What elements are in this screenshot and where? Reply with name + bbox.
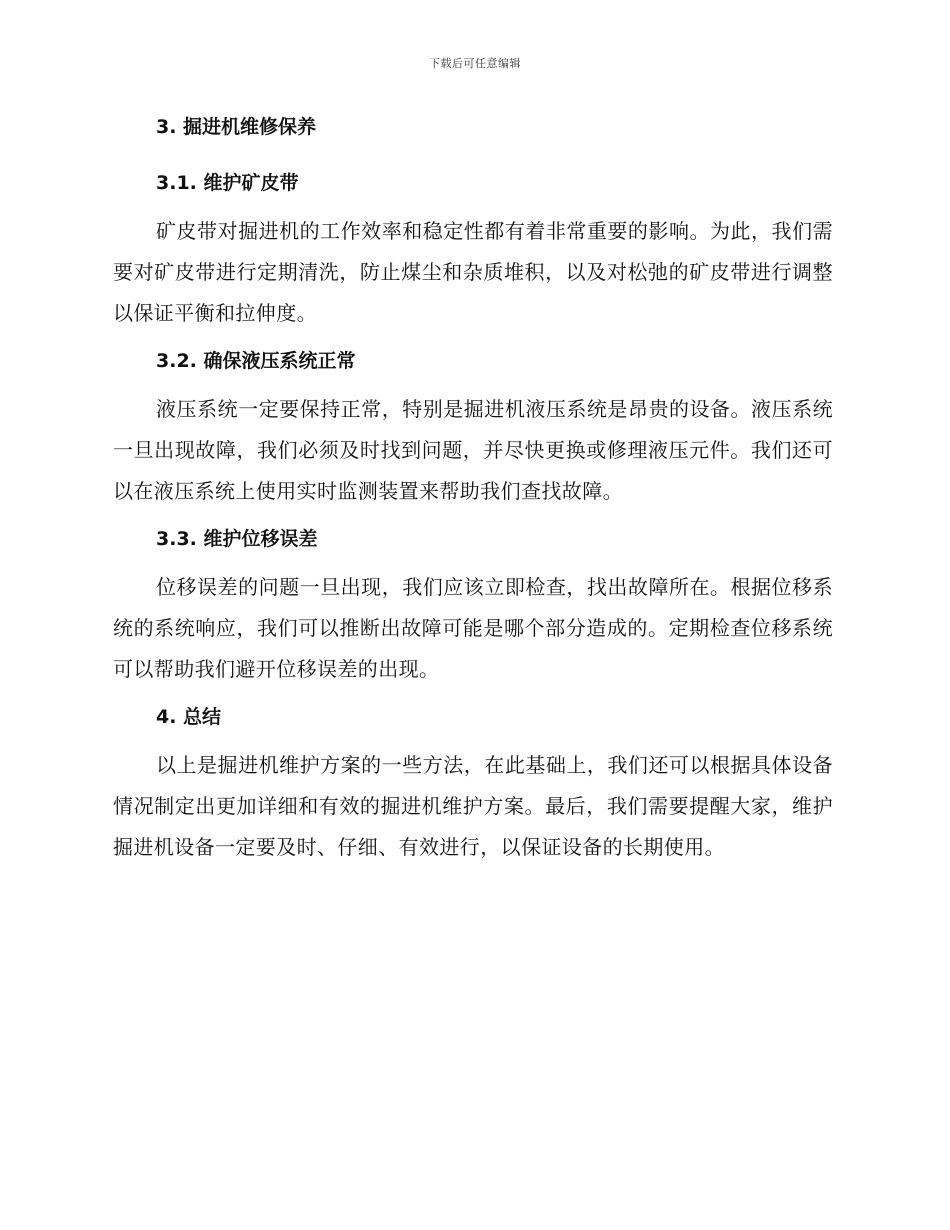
section-paragraph-3-1: 矿皮带对掘进机的工作效率和稳定性都有着非常重要的影响。为此，我们需要对矿皮带进行定期清洗，防止煤尘和杂质堆积，以及对松弛的矿皮带进行调整以保证平衡和拉伸度。 xyxy=(113,219,833,325)
page-header: 下载后可任意编辑 xyxy=(429,57,521,70)
section-heading-3-3: 3.3. 维护位移误差 xyxy=(156,528,318,550)
section-paragraph-4: 以上是掘进机维护方案的一些方法，在此基础上，我们还可以根据具体设备情况制定出更加详细和有效的掘进机维护方案。最后，我们需要提醒大家，维护掘进机设备一定要及时、仔细、有效进行，以保证设备的长期使用。 xyxy=(113,753,833,859)
section-paragraph-3-3: 位移误差的问题一旦出现，我们应该立即检查，找出故障所在。根据位移系统的系统响应，我们可以推断出故障可能是哪个部分造成的。定期检查位移系统可以帮助我们避开位移误差的出现。 xyxy=(113,575,833,681)
section-heading-3: 3. 掘进机维修保养 xyxy=(156,116,317,138)
section-paragraph-3-2: 液压系统一定要保持正常，特别是掘进机液压系统是昂贵的设备。液压系统一旦出现故障，我们必须及时找到问题，并尽快更换或修理液压元件。我们还可以在液压系统上使用实时监测装置来帮助我们查找故障。 xyxy=(113,397,833,503)
section-heading-4: 4. 总结 xyxy=(156,706,222,728)
document-body xyxy=(113,113,833,868)
section-heading-3-1: 3.1. 维护矿皮带 xyxy=(156,172,299,194)
section-heading-3-2: 3.2. 确保液压系统正常 xyxy=(156,350,356,372)
